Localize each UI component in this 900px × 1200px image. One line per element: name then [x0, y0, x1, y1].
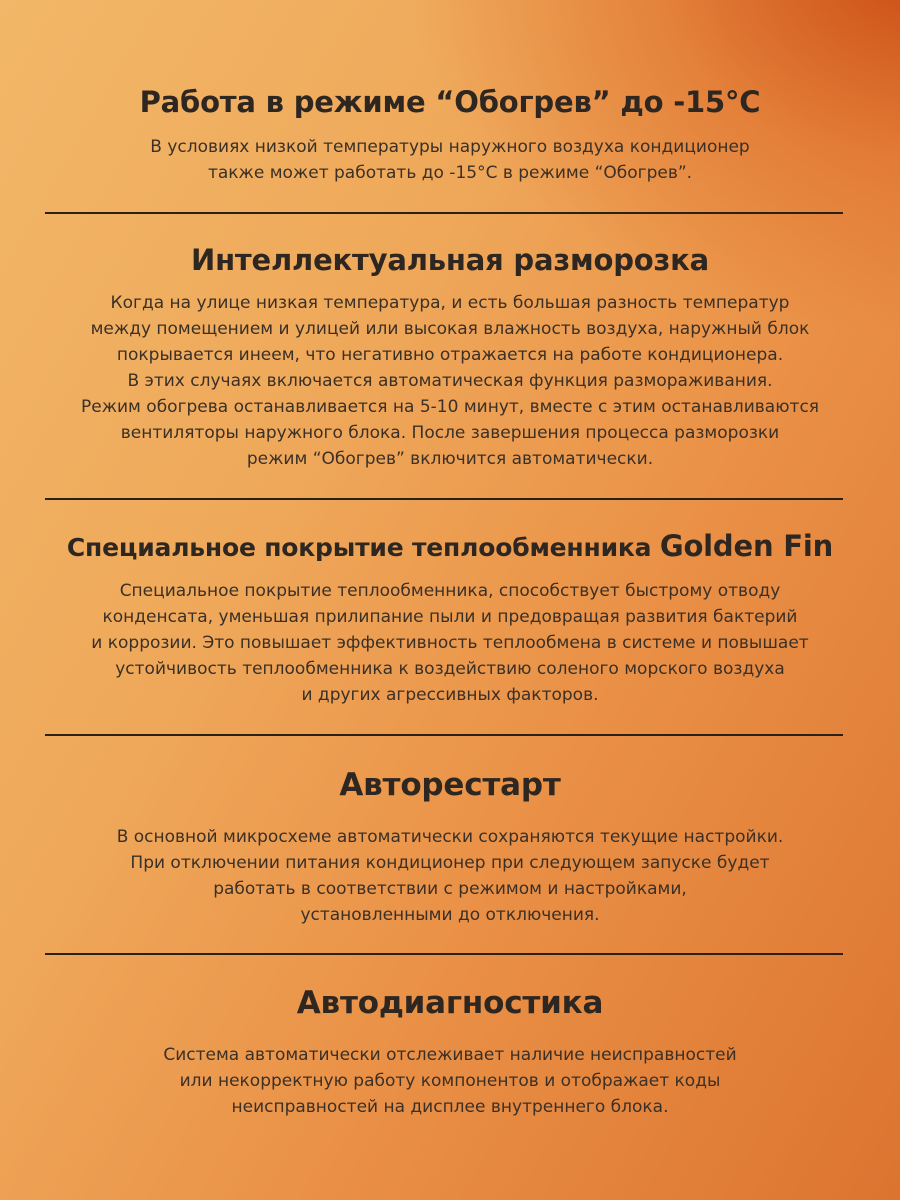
section-autodiagnostics [0, 982, 900, 1120]
section-smart-defrost [0, 240, 900, 472]
body-line: Специальное покрытие теплообменника, способствует быстрому отводу [119, 581, 781, 601]
section-body [0, 824, 900, 928]
body-line: и других агрессивных факторов. [301, 685, 599, 705]
body-line: Система автоматически отслеживает наличие неисправностей [163, 1045, 737, 1065]
section-body [0, 134, 900, 186]
body-line: и коррозии. Это повышает эффективность теплообмена в системе и повышает [91, 633, 809, 653]
body-line: работать в соответствии с режимом и настройками, [213, 879, 687, 899]
section-heating-mode [0, 82, 900, 186]
section-title-text: Специальное покрытие теплообменника [66, 533, 652, 562]
body-line: При отключении питания кондиционер при следующем запуске будет [130, 853, 770, 873]
section-title: Работа в режиме “Обогрев” до -15°С [139, 85, 761, 119]
divider [45, 212, 843, 214]
divider [45, 953, 843, 955]
body-line: В этих случаях включается автоматическая функция размораживания. [127, 371, 773, 391]
body-line: В основной микросхеме автоматически сохраняются текущие настройки. [116, 827, 784, 847]
body-line: В условиях низкой температуры наружного воздуха кондиционер [150, 137, 750, 157]
body-line: установленными до отключения. [300, 905, 600, 925]
body-line: покрывается инеем, что негативно отражается на работе кондиционера. [116, 345, 784, 365]
section-body [0, 578, 900, 708]
divider [45, 734, 843, 736]
section-title: Авторестарт [339, 767, 561, 803]
body-line: вентиляторы наружного блока. После завершения процесса разморозки [120, 423, 780, 443]
body-line: неисправностей на дисплее внутреннего блока. [231, 1097, 669, 1117]
section-golden-fin [0, 526, 900, 708]
section-body [0, 1042, 900, 1120]
body-line: Режим обогрева останавливается на 5-10 минут, вместе с этим останавливаются [80, 397, 820, 417]
section-title [0, 526, 900, 568]
section-title: Автодиагностика [296, 985, 604, 1021]
body-line: или некорректную работу компонентов и отображает коды [179, 1071, 721, 1091]
section-autorestart [0, 764, 900, 928]
section-title: Интеллектуальная разморозка [191, 243, 709, 277]
section-body [0, 290, 900, 472]
body-line: конденсата, уменьшая прилипание пыли и предовращая развития бактерий [102, 607, 798, 627]
section-title-brand: Golden Fin [659, 529, 834, 563]
divider [45, 498, 843, 500]
body-line: устойчивость теплообменника к воздействию соленого морского воздуха [115, 659, 785, 679]
body-line: также может работать до -15°С в режиме “Обогрев”. [207, 163, 693, 183]
body-line: между помещением и улицей или высокая влажность воздуха, наружный блок [90, 319, 810, 339]
body-line: Когда на улице низкая температура, и есть большая разность температур [110, 293, 790, 313]
body-line: режим “Обогрев” включится автоматически. [246, 449, 654, 469]
